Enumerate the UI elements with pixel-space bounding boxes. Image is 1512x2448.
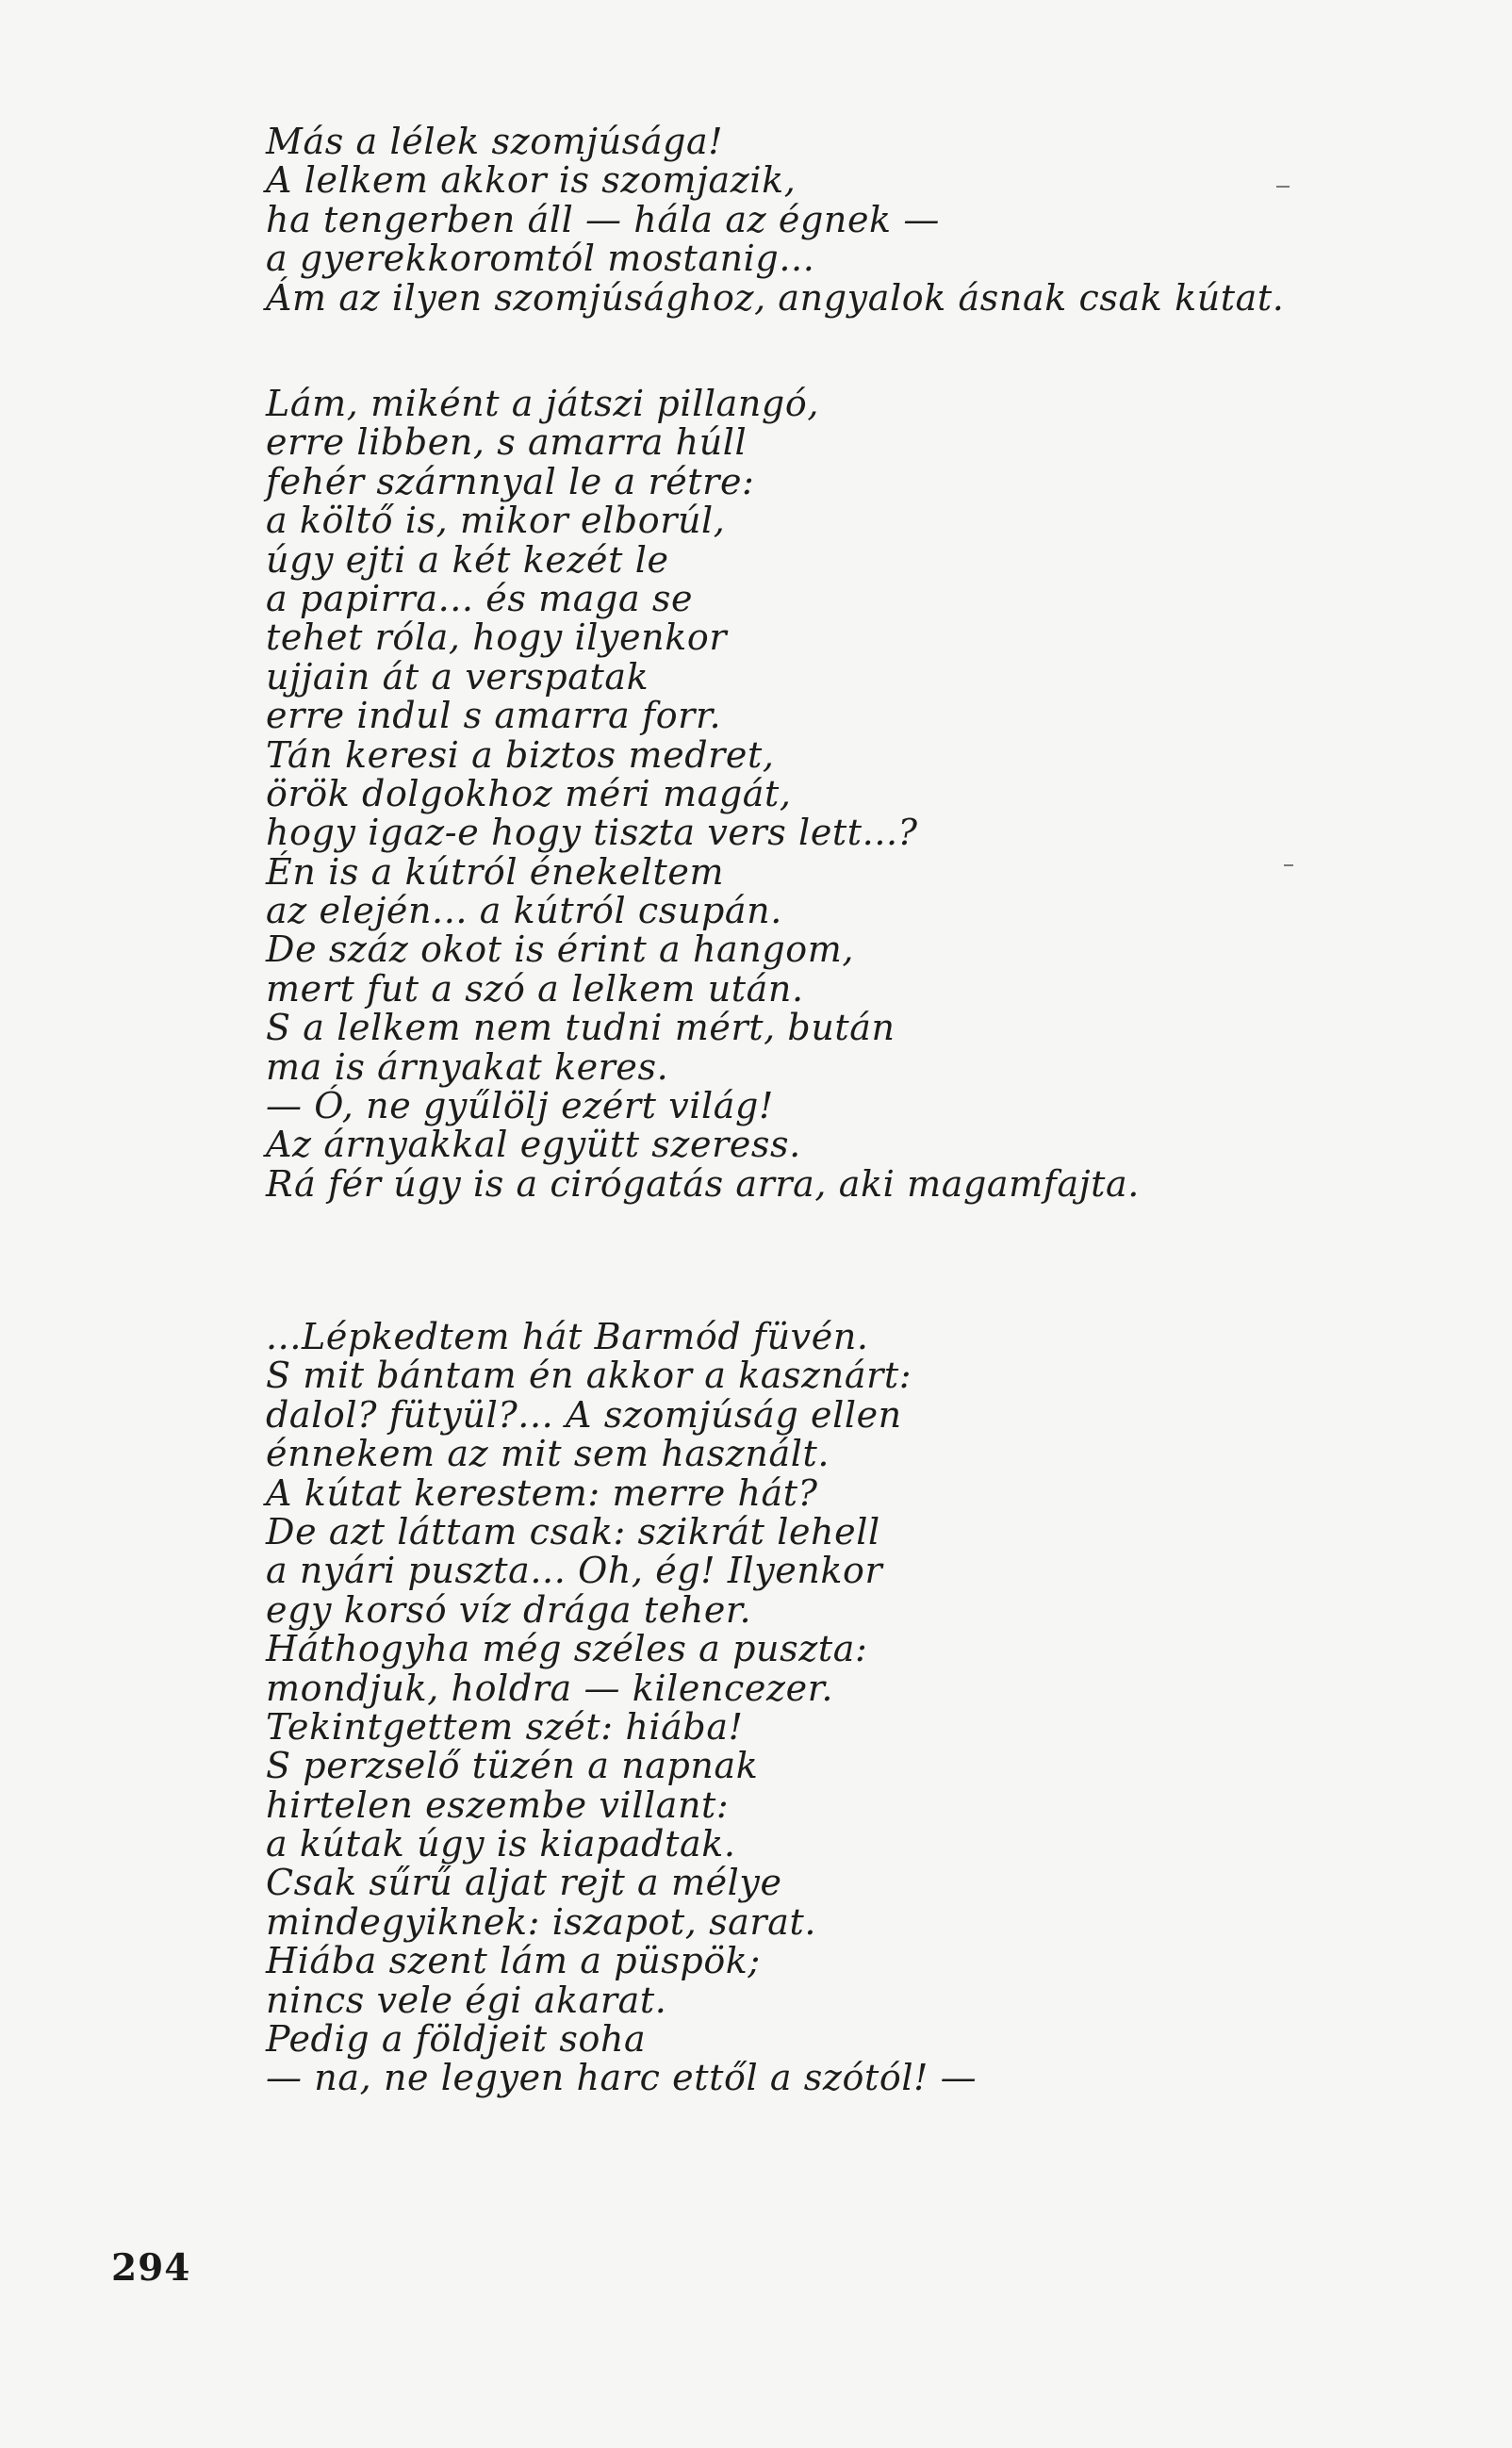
poem-line: A lelkem akkor is szomjazik, — [266, 159, 797, 202]
poem-line: erre libben, s amarra húll — [266, 421, 748, 464]
poem-line: a gyerekkoromtól mostanig... — [266, 238, 815, 280]
poem-line: énnekem az mit sem használt. — [266, 1433, 830, 1475]
poem-line: mondjuk, holdra — kilencezer. — [266, 1667, 834, 1709]
poem-line: ma is árnyakat keres. — [266, 1045, 669, 1088]
poem-line: ...Lépkedtem hát Barmód füvén. — [266, 1316, 869, 1357]
poem-line: hirtelen eszembe villant: — [266, 1783, 730, 1826]
poem-line: úgy ejti a két kezét le — [266, 538, 669, 581]
poem-line: a papirra... és maga se — [266, 577, 694, 619]
poem-line: dalol? fütyül?... A szomjúság ellen — [266, 1393, 902, 1436]
poem-line: Tán keresi a biztos medret, — [266, 733, 775, 776]
poem-line: Csak sűrű aljat rejt a mélye — [266, 1862, 782, 1904]
print-speck — [1276, 186, 1290, 188]
poem-line: örök dolgokhoz méri magát, — [266, 772, 792, 814]
poem-line: Pedig a földjeit soha — [266, 2018, 647, 2061]
poem-line: Tekintgettem szét: hiába! — [266, 1705, 744, 1748]
print-speck — [1284, 864, 1293, 866]
poem-line: Más a lélek szomjúsága! — [266, 121, 724, 162]
page-number: 294 — [111, 2246, 191, 2290]
stanza-3 — [266, 1318, 1454, 2098]
poem-line: erre indul s amarra forr. — [266, 695, 722, 737]
poem-line: De azt láttam csak: szikrát lehell — [266, 1510, 880, 1553]
poem-line: — na, ne legyen harc ettől a szótól! — — [266, 2057, 978, 2099]
stanza-2 — [266, 385, 1454, 1204]
poem-line: S a lelkem nem tudni mért, bután — [266, 1007, 896, 1049]
poem-line: a költő is, mikor elborúl, — [266, 500, 726, 542]
poem-line: Az árnyakkal együtt szeress. — [266, 1124, 801, 1166]
poem-line: Rá fér úgy is a cirógatás arra, aki magamfajta. — [266, 1162, 1140, 1205]
poem-line: Ám az ilyen szomjúsághoz, angyalok ásnak csak kútat. — [266, 276, 1285, 319]
poem-line: az elején... a kútról csupán. — [266, 890, 782, 932]
poem-line: De száz okot is érint a hangom, — [266, 928, 855, 971]
stanza-1 — [266, 123, 1454, 318]
poem-line: Én is a kútról énekeltem — [266, 850, 725, 893]
poem-line: S perzselő tüzén a napnak — [266, 1745, 759, 1787]
poem-line: hogy igaz-e hogy tiszta vers lett...? — [266, 812, 918, 854]
poem-line: A kútat kerestem: merre hát? — [266, 1471, 818, 1514]
poem-line: mert fut a szó a lelkem után. — [266, 967, 804, 1010]
poem-line: Lám, miként a játszi pillangó, — [266, 383, 819, 424]
poem-line: Háthogyha még széles a puszta: — [266, 1628, 868, 1670]
poem-line: mindegyiknek: iszapot, sarat. — [266, 1900, 817, 1943]
poem-line: — Ó, ne gyűlölj ezért világ! — [266, 1085, 774, 1127]
poem-line: ha tengerben áll — hála az égnek — — [266, 198, 940, 240]
poem-line: a nyári puszta... Oh, ég! Ilyenkor — [266, 1550, 883, 1592]
poem-line: a kútak úgy is kiapadtak. — [266, 1823, 736, 1865]
poem-line: tehet róla, hogy ilyenkor — [266, 616, 728, 659]
poem-line: Hiába szent lám a püspök; — [266, 1940, 761, 1982]
poem-line: egy korsó víz drága teher. — [266, 1588, 752, 1631]
poem-line: fehér szárnnyal le a rétre: — [266, 460, 755, 502]
poem-line: nincs vele égi akarat. — [266, 1979, 667, 2021]
poem-line: S mit bántam én akkor a kasznárt: — [266, 1355, 912, 1397]
poem-line: ujjain át a verspatak — [266, 655, 649, 698]
